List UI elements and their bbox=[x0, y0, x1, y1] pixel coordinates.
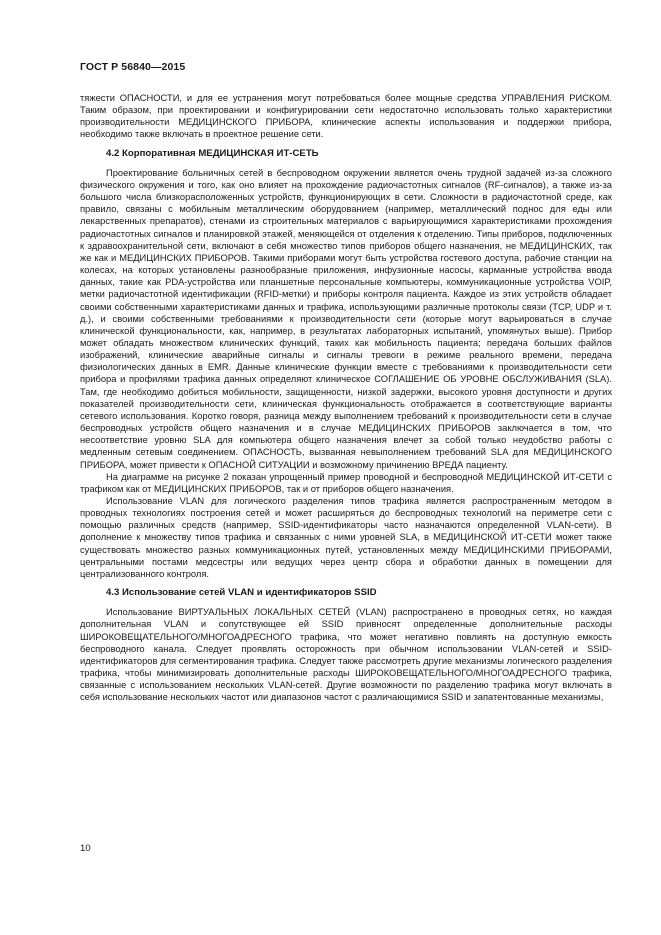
section-4-2-paragraph-1: Проектирование больничных сетей в беспроводном окружении является очень трудной задачей из-за сложного физического окружения и того, как оно влияет на прохождение радиочастотных сигналов (RF-сигналов), а также из-за большого числа близкорасположенных устройств, функционирующих в сети. Сложности в радиочастотной среде, как правило, связаны с мобильным металлическим оборудованием (например, металлический поднос для еды или лекарственных препаратов), стенами из строительных материалов с варьирующимися характеристиками прохождения радиочастотных сигналов и планировкой этажей, меняющейся от отделения к отделению. Типы приборов, подключенных к здравоохранительной сети, включают в себя множество типов приборов общего назначения, не МЕДИЦИНСКИХ, так же как и МЕДИЦИНСКИХ ПРИБОРОВ. Такими приборами могут быть устройства гостевого доступа, рабочие станции на колесах, на которых установлены разнообразные приложения, инфузионные насосы, карманные устройства ввода данных, такие как PDA-устройства или планшетные персональные компьютеры, коммуникационные устройства VOIP, метки радиочастотной идентификации (RFID-метки) и приборы контроля пациента. Каждое из этих устройств обладает своими собственными характеристиками данных и трафика, использующими различные протоколы связи (TCP, UDP и т. д.), и своими собственными требованиями к производительности сети (которые могут варьироваться в случае клинической функциональности, как, например, в результатах лабораторных испытаний, упомянутых выше). Прибор может обладать множеством клинических функций, таких как мобильность пациента; передача больших файлов изображений, клинические аварийные сигналы и сигналы тревоги в режиме реального времени, передача физиологических данных в EMR. Данные клинические функции вместе с требованиями к производительности сети прибора и профилями трафика данных определяют клиническое СОГЛАШЕНИЕ ОБ УРОВНЕ ОБСЛУЖИВАНИЯ (SLA). Там, где необходимо добиться мобильности, защищенности, низкой задержки, высокого уровня доступности и других показателей производительности сети, клиническая функциональность отображается в соответствующие варианты сетевого использования. Коротко говоря, разница между выполнением требований к производительности сети в случае беспроводных устройств общего назначения и в случае МЕДИЦИНСКИХ ПРИБОРОВ заключается в том, что несоответствие уровню SLA для компьютера общего назначения влечет за собой только неудобство работы с медленным сетевым соединением. ОПАСНОСТЬ, вызванная невыполнением требований SLA для МЕДИЦИНСКОГО ПРИБОРА, может привести к ОПАСНОЙ СИТУАЦИИ и возможному причинению ВРЕДА пациенту. bbox=[80, 167, 612, 470]
page-body bbox=[80, 92, 612, 704]
section-4-2-paragraph-2: На диаграмме на рисунке 2 показан упрощенный пример проводной и беспроводной МЕДИЦИНСКОЙ ИТ-СЕТИ с трафиком как от МЕДИЦИНСКИХ ПРИБОРОВ, так и от приборов общего назначения. bbox=[80, 471, 612, 494]
section-4-3-paragraph-1: Использование ВИРТУАЛЬНЫХ ЛОКАЛЬНЫХ СЕТЕЙ (VLAN) распространено в проводных сетях, но каждая дополнительная VLAN и сопутствующее ей SSID привносят определенные дополнительные расходы ШИРОКОВЕЩАТЕЛЬНОГО/МНОГОАДРЕСНОГО трафика, что может негативно повлиять на доступную емкость беспроводного канала. Следует проявлять осторожность при обычном использовании VLAN-сетей и SSID-идентификаторов для сегментирования трафика. Следует также рассмотреть другие механизмы логического разделения трафика, чтобы минимизировать дополнительные расходы ШИРОКОВЕЩАТЕЛЬНОГО/МНОГОАДРЕСНОГО трафика, связанные с использованием нескольких VLAN-сетей. Другие возможности по разделению трафика могут включать в себя использование нескольких частот или диапазонов частот с различающимися SSID и запатентованные механизмы, bbox=[80, 607, 612, 703]
section-4-2-heading: 4.2 Корпоративная МЕДИЦИНСКАЯ ИТ-СЕТЬ bbox=[106, 147, 319, 159]
section-4-2-paragraph-3: Использование VLAN для логического разделения типов трафика является распространенным методом в проводных технологиях построения сетей и может расширяться до беспроводных технологий на периметре сети с помощью различных средств (например, SSID-идентификаторы часто назначаются определенной VLAN-сети). В дополнение к множеству типов трафика и связанных с ними уровней SLA, в МЕДИЦИНСКОЙ ИТ-СЕТИ может также существовать множество разных коммуникационных путей, установленных между МЕДИЦИНСКИМИ ПРИБОРАМИ, центральными постами медсестры или ведущих через центр сбора и обработки данных в помещении для централизованного контроля. bbox=[80, 496, 612, 579]
intro-paragraph: тяжести ОПАСНОСТИ, и для ее устранения могут потребоваться более мощные средства УПРАВЛЕНИЯ РИСКОМ. Таким образом, при проектировании и конфигурировании сети недостаточно использовать только характеристики производительности МЕДИЦИНСКОГО ПРИБОРА, клинические аспекты использования и поддержки прибора, необходимо также включать в проектное решение сети. bbox=[80, 93, 612, 140]
standard-code-header: ГОСТ Р 56840—2015 bbox=[80, 61, 186, 73]
section-4-3-heading: 4.3 Использование сетей VLAN и идентификаторов SSID bbox=[106, 587, 377, 599]
page-number: 10 bbox=[80, 843, 91, 854]
